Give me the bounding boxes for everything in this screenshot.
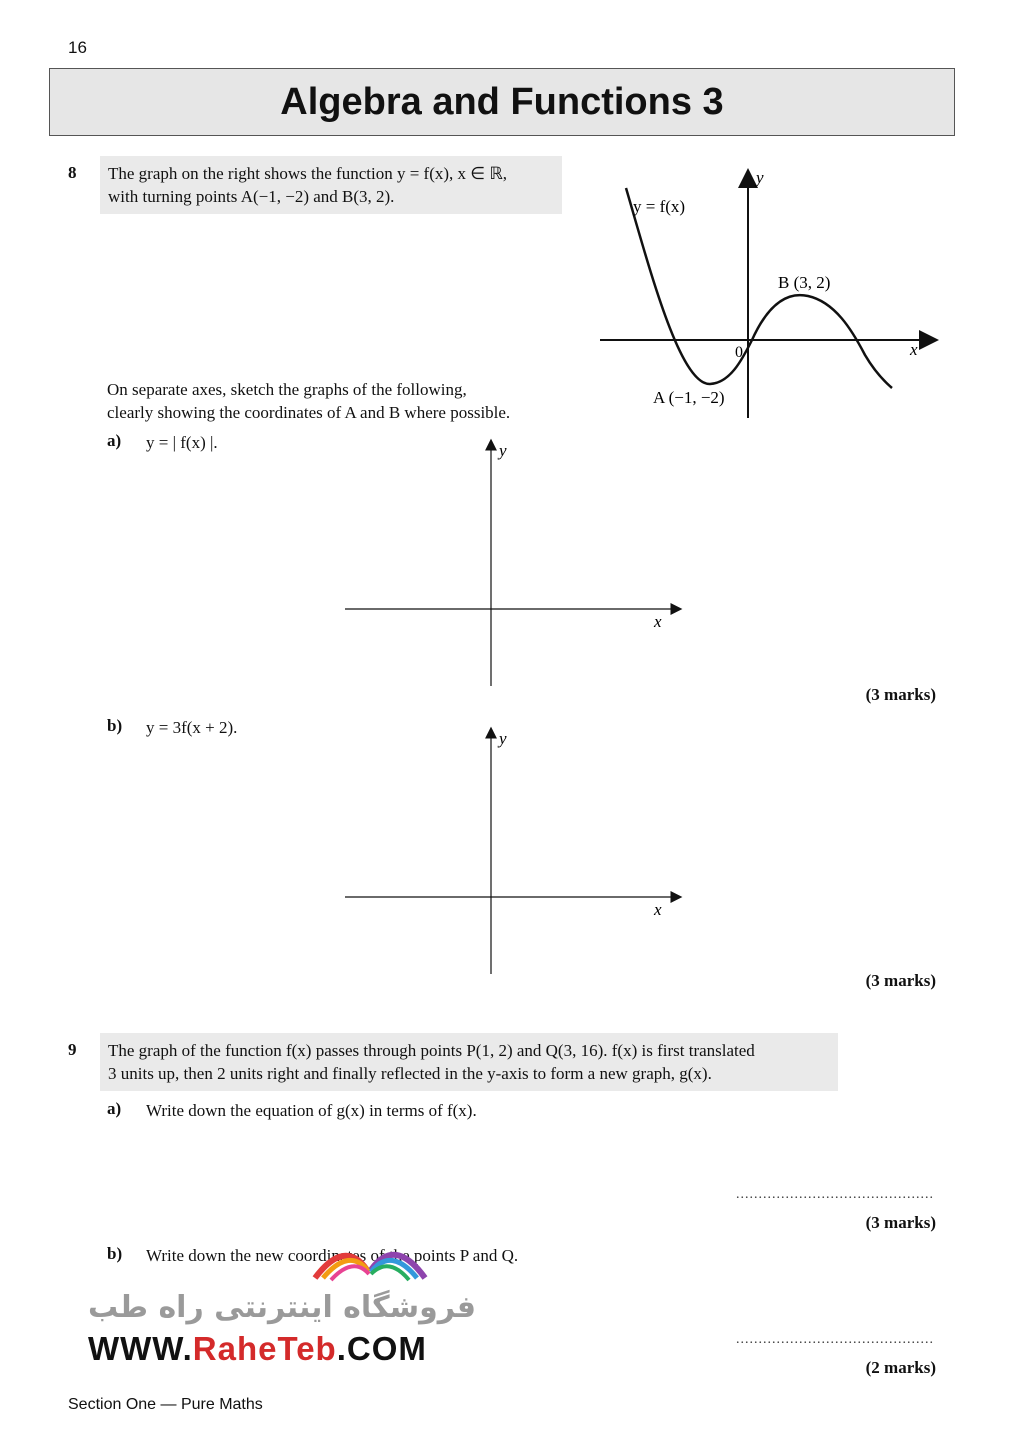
- q8b-y-label: y: [499, 729, 507, 748]
- q9b-answer-line[interactable]: ............................................: [736, 1332, 934, 1347]
- question-9-number: 9: [68, 1040, 77, 1059]
- q8b-x-label: x: [654, 900, 662, 919]
- page-footer: Section One — Pure Maths: [68, 1396, 263, 1413]
- q9b-label: b): [107, 1244, 123, 1263]
- q8a-blank-axes[interactable]: [340, 436, 690, 691]
- q8a-x-label: x: [654, 612, 662, 631]
- q8b-blank-axes[interactable]: [340, 724, 690, 979]
- page-number: 16: [68, 38, 87, 57]
- y-axis-label: y: [756, 168, 764, 187]
- watermark-url-suffix: .COM: [336, 1330, 427, 1367]
- page-title: Algebra and Functions 3: [280, 80, 724, 123]
- q8a-expression: y = | f(x) |.: [146, 433, 218, 452]
- book-logo-icon: [305, 1228, 435, 1288]
- q8b-marks: (3 marks): [865, 971, 936, 990]
- point-a-label: A (−1, −2): [653, 388, 725, 407]
- q9a-label: a): [107, 1099, 122, 1118]
- watermark-url-brand: RaheTeb: [192, 1330, 337, 1367]
- question-9-intro: [100, 1033, 838, 1091]
- origin-label: 0: [735, 344, 743, 361]
- watermark-url-prefix: WWW.: [88, 1330, 193, 1367]
- q9-intro-line2: 3 units up, then 2 units right and finally reflected in the y-axis to form a new graph, g(x).: [108, 1064, 712, 1083]
- q8-instruction: [107, 378, 510, 424]
- title-bar: [49, 68, 955, 136]
- q9b-marks: (2 marks): [865, 1358, 936, 1377]
- q8-reference-graph: [590, 160, 950, 425]
- q9a-answer-line[interactable]: ............................................: [736, 1187, 934, 1202]
- point-b-label: B (3, 2): [778, 273, 831, 292]
- q8a-marks: (3 marks): [865, 685, 936, 704]
- question-8-number: 8: [68, 163, 77, 182]
- x-axis-label: x: [910, 340, 918, 359]
- function-curve: [626, 188, 892, 388]
- q8-instruction-line2: clearly showing the coordinates of A and B where possible.: [107, 403, 511, 422]
- q8a-label: a): [107, 431, 122, 450]
- q9-intro-line1: The graph of the function f(x) passes through points P(1, 2) and Q(3, 16). f(x) is first translated: [108, 1041, 755, 1060]
- q8-intro-line1: The graph on the right shows the function y = f(x), x ∈ ℝ,: [108, 164, 508, 183]
- q9a-marks: (3 marks): [865, 1213, 936, 1232]
- q8b-label: b): [107, 716, 123, 735]
- q9b-text: Write down the new coordinates of the points P and Q.: [146, 1246, 519, 1265]
- watermark-persian: فروشگاه اینترنتی راه طب: [88, 1290, 477, 1325]
- question-8-intro: [100, 156, 562, 214]
- q8a-y-label: y: [499, 441, 507, 460]
- curve-label: y = f(x): [633, 197, 686, 216]
- q8-intro-line2: with turning points A(−1, −2) and B(3, 2).: [108, 187, 395, 206]
- watermark-url: [88, 1330, 427, 1368]
- q8b-expression: y = 3f(x + 2).: [146, 718, 238, 737]
- q8-instruction-line1: On separate axes, sketch the graphs of the following,: [107, 380, 467, 399]
- q9a-text: Write down the equation of g(x) in terms of f(x).: [146, 1101, 477, 1120]
